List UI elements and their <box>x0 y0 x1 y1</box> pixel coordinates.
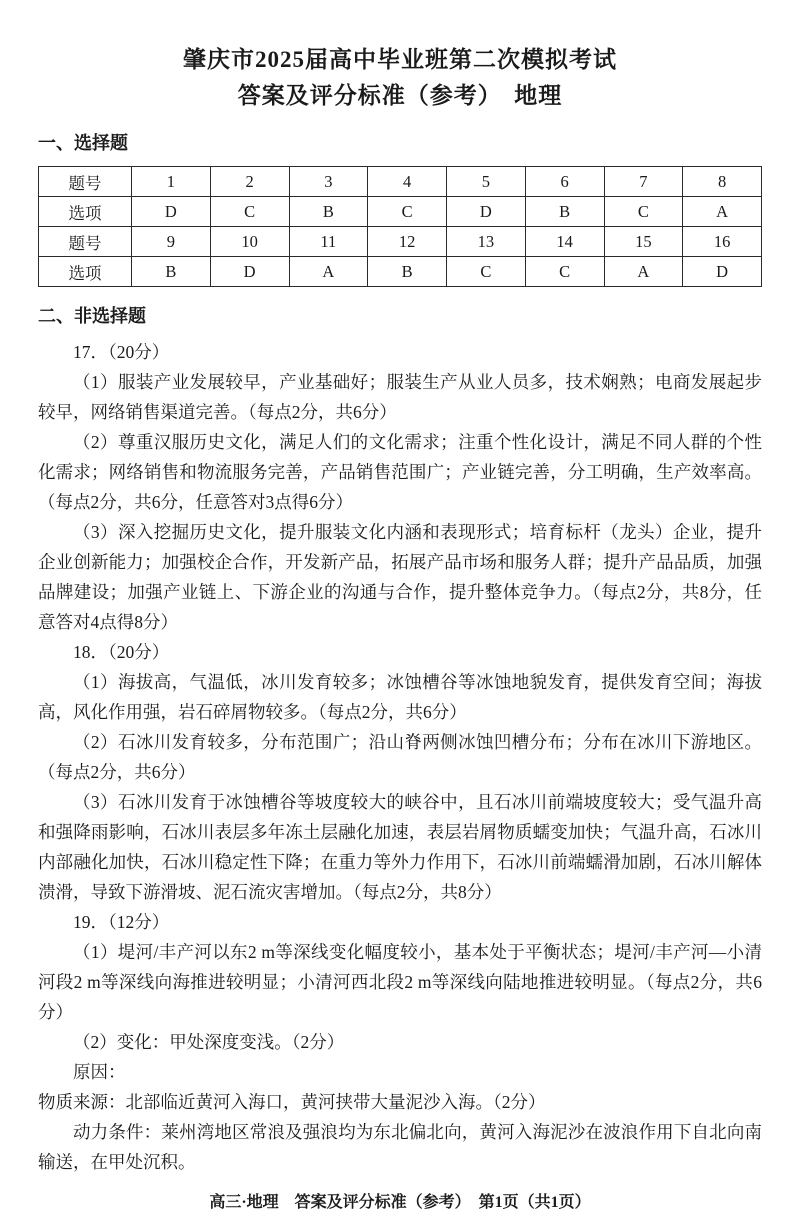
table-cell: B <box>132 257 211 287</box>
document-title-line1: 肇庆市2025届高中毕业班第二次模拟考试 <box>183 47 617 72</box>
table-cell: D <box>447 197 526 227</box>
answer-paragraph: 动力条件：莱州湾地区常浪及强浪均为东北偏北向，黄河入海泥沙在波浪作用下自北向南输送，在甲处沉积。 <box>38 1122 762 1172</box>
table-cell: D <box>132 197 211 227</box>
answer-paragraph: 17．（20分） <box>73 342 170 362</box>
table-cell: 题号 <box>39 167 132 197</box>
table-row <box>39 257 762 287</box>
table-row <box>39 227 762 257</box>
choice-section-heading: 一、选择题 <box>38 133 128 153</box>
table-cell: 16 <box>683 227 762 257</box>
table-cell: 8 <box>683 167 762 197</box>
table-cell: B <box>525 197 604 227</box>
page-footer: 高三·地理 答案及评分标准（参考） 第1页（共1页） <box>209 1194 591 1211</box>
table-cell: 7 <box>604 167 683 197</box>
table-cell: C <box>604 197 683 227</box>
table-cell: 15 <box>604 227 683 257</box>
answer-paragraph: （1）海拔高，气温低，冰川发育较多；冰蚀槽谷等冰蚀地貌发育，提供发育空间；海拔高，风化作用强，岩石碎屑物较多。（每点2分，共6分） <box>38 672 762 722</box>
answer-paragraph: 19．（12分） <box>73 912 170 932</box>
table-cell: A <box>604 257 683 287</box>
document-title-line2: 答案及评分标准（参考） 地理 <box>237 83 563 108</box>
table-cell: 6 <box>525 167 604 197</box>
answer-paragraph: （2）变化：甲处深度变浅。（2分） <box>73 1032 345 1052</box>
answer-paragraph: （1）堤河/丰产河以东2 m等深线变化幅度较小，基本处于平衡状态；堤河/丰产河—小清河段2 m等深线向海推进较明显；小清河西北段2 m等深线向陆地推进较明显。（每点2分，共6分） <box>38 942 762 1022</box>
table-cell: 11 <box>289 227 368 257</box>
free-response-heading: 二、非选择题 <box>38 306 146 326</box>
table-cell: B <box>289 197 368 227</box>
table-cell: 1 <box>132 167 211 197</box>
table-cell: C <box>447 257 526 287</box>
answer-paragraph: （3）石冰川发育于冰蚀槽谷等坡度较大的峡谷中，且石冰川前端坡度较大；受气温升高和强降雨影响，石冰川表层多年冻土层融化加速，表层岩屑物质蠕变加快；气温升高，石冰川内部融化加快，石冰川稳定性下降；在重力等外力作用下，石冰川前端蠕滑加剧，石冰川解体溃滑，导致下游滑坡、泥石流灾害增加。（每点2分，共8分） <box>38 792 762 902</box>
answer-paragraph: 18．（20分） <box>73 642 170 662</box>
table-cell: 选项 <box>39 197 132 227</box>
table-cell: 13 <box>447 227 526 257</box>
table-cell: 2 <box>210 167 289 197</box>
answer-paragraph: （2）石冰川发育较多，分布范围广；沿山脊两侧冰蚀凹槽分布；分布在冰川下游地区。（每点2分，共6分） <box>38 732 762 782</box>
table-row <box>39 197 762 227</box>
table-cell: 5 <box>447 167 526 197</box>
table-cell: 4 <box>368 167 447 197</box>
table-cell: 14 <box>525 227 604 257</box>
table-cell: 12 <box>368 227 447 257</box>
answer-paragraph: （2）尊重汉服历史文化，满足人们的文化需求；注重个性化设计，满足不同人群的个性化需求；网络销售和物流服务完善，产品销售范围广；产业链完善，分工明确，生产效率高。（每点2分，共6分，任意答对3点得6分） <box>38 432 762 512</box>
answer-paragraph: （1）服装产业发展较早，产业基础好；服装生产从业人员多，技术娴熟；电商发展起步较早，网络销售渠道完善。（每点2分，共6分） <box>38 372 762 422</box>
table-row <box>39 167 762 197</box>
answer-paragraph: （3）深入挖掘历史文化，提升服装文化内涵和表现形式；培育标杆（龙头）企业，提升企业创新能力；加强校企合作，开发新产品，拓展产品市场和服务人群；提升产品品质，加强品牌建设；加强产业链上、下游企业的沟通与合作，提升整体竞争力。（每点2分，共8分，任意答对4点得8分） <box>38 522 762 632</box>
table-cell: 3 <box>289 167 368 197</box>
table-cell: A <box>683 197 762 227</box>
table-cell: B <box>368 257 447 287</box>
table-cell: C <box>525 257 604 287</box>
table-cell: 选项 <box>39 257 132 287</box>
free-response-body <box>38 337 762 1177</box>
table-cell: 10 <box>210 227 289 257</box>
table-cell: D <box>683 257 762 287</box>
answer-table <box>38 166 762 287</box>
table-cell: 9 <box>132 227 211 257</box>
table-cell: 题号 <box>39 227 132 257</box>
answer-paragraph: 物质来源：北部临近黄河入海口，黄河挟带大量泥沙入海。（2分） <box>38 1092 546 1112</box>
table-cell: A <box>289 257 368 287</box>
table-cell: D <box>210 257 289 287</box>
table-cell: C <box>368 197 447 227</box>
table-cell: C <box>210 197 289 227</box>
answer-paragraph: 原因： <box>73 1062 126 1082</box>
